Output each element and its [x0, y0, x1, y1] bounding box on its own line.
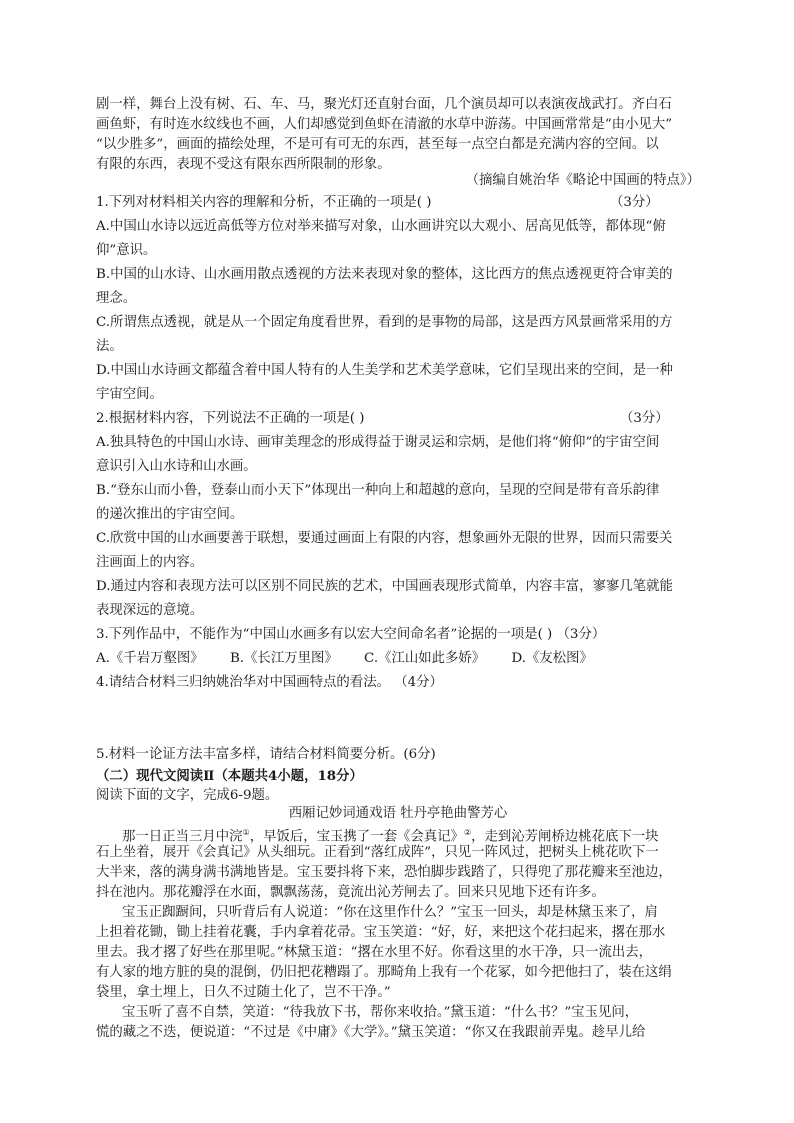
passage-2-line: 石上坐着，展开《会真记》从头细玩。正看到“落红成阵”，只见一阵风过，把树头上桃花吹下一	[96, 845, 659, 860]
q2-option-a-line: 意识引入山水诗和山水画。	[96, 459, 257, 474]
question-1-score: （3分）	[610, 195, 659, 210]
q1-option-d-line: D.中国山水诗画文都蕴含着中国人特有的人生美学和艺术美学意味，它们呈现出来的空间，是一种	[96, 363, 673, 378]
q3-option-d: D.《友松图》	[511, 651, 593, 666]
q3-option-b: B.《长江万里图》	[229, 651, 338, 666]
q1-option-a-line: 仰”意识。	[96, 243, 157, 258]
q1-option-b-line: B.中国的山水诗、山水画用散点透视的方法来表现对象的整体，这比西方的焦点透视更符合审美的	[96, 267, 673, 282]
passage-line: 画鱼虾，有时连水纹线也不画，人们却感觉到鱼虾在清澈的水草中游荡。中国画常常是“由小见大”	[96, 117, 673, 132]
q1-option-d-line: 宇宙空间。	[96, 387, 163, 402]
section-2-heading: （二）现代文阅读Ⅱ（本题共4小题，18分）	[96, 768, 363, 784]
p1-post: ，走到沁芳闸桥边桃花底下一块	[471, 829, 659, 845]
q2-option-d-line: D.通过内容和表现方法可以区别不同民族的艺术，中国画表现形式简单，内容丰富，寥寥几笔就能	[96, 579, 673, 594]
footnote-marker: ②	[463, 828, 472, 837]
passage-2-title: 西厢记妙词通戏语 牡丹亭艳曲警芳心	[288, 806, 508, 821]
passage-2-line: 大半来，落的满身满书满地皆是。宝玉要抖将下来，恐怕脚步践踏了，只得兜了那花瓣来至池边，	[96, 865, 672, 880]
q3-option-c: C.《江山如此多娇》	[364, 651, 486, 666]
q2-option-c-line: C.欣赏中国的山水画要善于联想，要通过画面上有限的内容，想象画外无限的世界，因而只需要关	[96, 531, 673, 546]
p1-mid: ，早饭后，宝玉携了一套《会真记》	[249, 829, 464, 845]
q2-option-b-line: 的递次推出的宇宙空间。	[96, 507, 244, 522]
passage-2-line: 抖在池内。那花瓣浮在水面，飘飘荡荡，竟流出沁芳闸去了。回来只见地下还有许多。	[96, 885, 605, 900]
q2-option-b-line: B.“登东山而小鲁，登泰山而小天下”体现出一种向上和超越的意向，呈现的空间是带有音乐韵律	[96, 483, 660, 498]
passage-line: “以少胜多”，画面的描绘处理，不是可有可无的东西，甚至每一点空白都是充满内容的空间。以	[96, 137, 659, 152]
footnote-marker: ①	[242, 828, 250, 837]
q3-option-a: A.《千岩万壑图》	[96, 651, 204, 666]
q2-option-d-line: 表现深远的意境。	[96, 603, 204, 618]
passage-2-line: 宝玉正踟蹰间，只听背后有人说道：“你在这里作什么？”宝玉一回头，却是林黛玉来了，肩	[122, 905, 658, 920]
question-4-stem: 4.请结合材料三归纳姚治华对中国画特点的看法。 （4分）	[96, 675, 443, 690]
question-5-stem: 5.材料一论证方法丰富多样，请结合材料简要分析。(6分)	[96, 747, 436, 762]
passage-source: （摘编自姚治华《略论中国画的特点》）	[465, 173, 700, 188]
question-2-stem	[96, 409, 700, 429]
passage-line: 剧一样，舞台上没有树、石、车、马，聚光灯还直射台面，几个演员却可以表演夜战武打。齐白石	[96, 97, 672, 112]
passage-2-line: 上担着花锄，锄上挂着花囊，手内拿着花帚。宝玉笑道：“好，好，来把这个花扫起来，撂在那水	[96, 925, 666, 940]
passage-2-line: 里去。我才撂了好些在那里呢。”林黛玉道：“撂在水里不好。你看这里的水干净，只一流出去，	[96, 945, 653, 960]
question-3-options	[96, 649, 700, 669]
q1-option-c-line: C.所谓焦点透视，就是从一个固定角度看世界，看到的是事物的局部，这是西方风景画常采用的方	[96, 315, 673, 330]
passage-2-line: 有人家的地方脏的臭的混倒，仍旧把花糟蹋了。那畸角上我有一个花冢，如今把他扫了，装在这绢	[96, 965, 672, 980]
q1-option-c-line: 法。	[96, 339, 123, 354]
q1-option-a-line: A.中国山水诗以远近高低等方位对举来描写对象，山水画讲究以大观小、居高见低等，都体现“俯	[96, 219, 666, 234]
q1-option-b-line: 理念。	[96, 291, 137, 306]
q2-option-a-line: A.独具特色的中国山水诗、画审美理念的形成得益于谢灵运和宗炳，是他们将“俯仰”的宇宙空间	[96, 435, 660, 450]
question-1-stem	[96, 193, 700, 213]
q2-option-c-line: 注画面上的内容。	[96, 555, 204, 570]
passage-2-line: 慌的藏之不迭，便说道：“不过是《中庸》《大学》。”黛玉笑道：“你又在我跟前弄鬼。趁早儿给	[96, 1025, 646, 1040]
question-2-text: 2.根据材料内容，下列说法不正确的一项是( )	[96, 411, 365, 426]
p1-pre: 那一日正当三月中浣	[122, 829, 243, 845]
passage-2-line: 宝玉听了喜不自禁，笑道：“待我放下书，帮你来收拾。”黛玉道：“什么书？”宝玉见问，	[122, 1005, 639, 1020]
question-2-score: （3分）	[620, 411, 669, 426]
section-2-instruction: 阅读下面的文字，完成6-9题。	[96, 788, 279, 803]
passage-line: 有限的东西，表现不受这有限东西所限制的形象。	[96, 157, 391, 172]
question-3-stem: 3.下列作品中，不能作为“中国山水画多有以宏大空间命名者”论据的一项是( ) （3分）	[96, 627, 606, 642]
passage-2-line: 袋里，拿土埋上，日久不过随土化了，岂不干净。”	[96, 985, 391, 1000]
question-1-text: 1.下列对材料相关内容的理解和分析，不正确的一项是( )	[96, 195, 432, 210]
